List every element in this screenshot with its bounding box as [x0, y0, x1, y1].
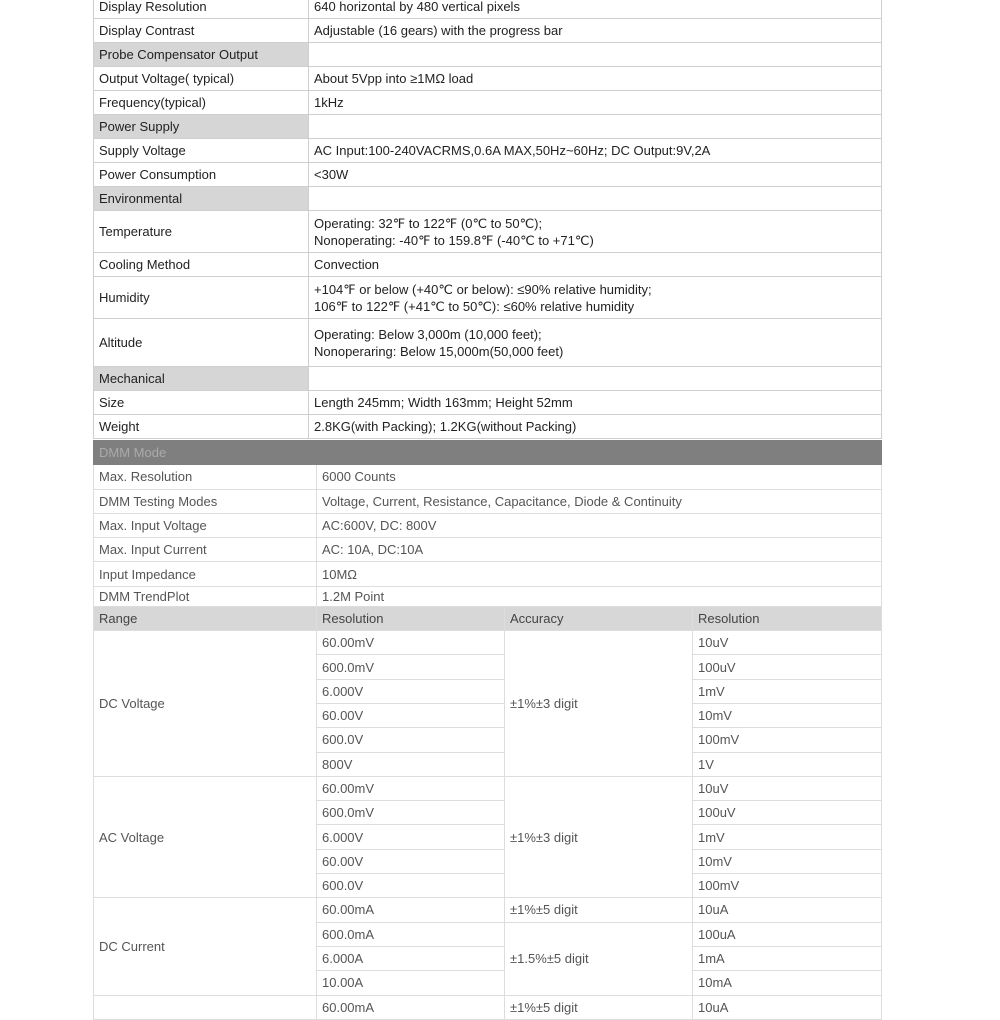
accuracy-value: ±1%±3 digit [505, 776, 693, 897]
range-row [94, 995, 882, 1019]
spec-label: Frequency(typical) [94, 91, 309, 115]
dmm-spec-value: AC: 10A, DC:10A [317, 538, 882, 562]
range-value: 10.00A [317, 971, 505, 995]
spec-value: <30W [309, 163, 882, 187]
dmm-spec-row [94, 538, 882, 562]
dmm-spec-label: Max. Resolution [94, 465, 317, 489]
spec-value [309, 319, 882, 367]
column-header: Resolution [693, 606, 882, 630]
spec-value: Convection [309, 253, 882, 277]
measurement-function: DC Voltage [94, 631, 317, 777]
resolution-value: 1mV [693, 679, 882, 703]
resolution-value: 100mV [693, 874, 882, 898]
spec-value: 1kHz [309, 91, 882, 115]
dmm-spec-row [94, 489, 882, 513]
spec-row [94, 163, 882, 187]
dmm-spec-row [94, 513, 882, 537]
accuracy-value: ±1%±3 digit [505, 631, 693, 777]
spec-row [94, 211, 882, 253]
dmm-spec-value: Voltage, Current, Resistance, Capacitance, Diode & Continuity [317, 489, 882, 513]
spec-row [94, 19, 882, 43]
range-value: 600.0V [317, 874, 505, 898]
range-value: 60.00V [317, 703, 505, 727]
accuracy-value: ±1.5%±5 digit [505, 922, 693, 995]
column-header: Range [94, 606, 317, 630]
range-value: 6.000A [317, 946, 505, 970]
spec-value-line: Nonoperaring: Below 15,000m(50,000 feet) [314, 343, 564, 359]
spec-row [94, 253, 882, 277]
spec-row [94, 91, 882, 115]
spec-label: Output Voltage( typical) [94, 67, 309, 91]
spec-table [93, 0, 882, 439]
measurement-function [94, 995, 317, 1019]
dmm-spec-value: AC:600V, DC: 800V [317, 513, 882, 537]
spec-row [94, 391, 882, 415]
dmm-table [93, 440, 882, 1020]
dmm-spec-row [94, 465, 882, 489]
dmm-spec-label: Max. Input Voltage [94, 513, 317, 537]
range-value: 60.00mV [317, 631, 505, 655]
resolution-value: 1mV [693, 825, 882, 849]
spec-value-line: Operating: 32℉ to 122℉ (0℃ to 50℃); [314, 215, 543, 231]
resolution-value: 10uA [693, 995, 882, 1019]
resolution-value: 100mV [693, 728, 882, 752]
spec-value: Adjustable (16 gears) with the progress bar [309, 19, 882, 43]
range-value: 800V [317, 752, 505, 776]
section-title: Power Supply [94, 115, 309, 139]
spec-label: Power Consumption [94, 163, 309, 187]
spec-label: Display Resolution [94, 0, 309, 19]
spec-label: Weight [94, 415, 309, 439]
spec-value [309, 43, 882, 67]
section-row [94, 187, 882, 211]
range-value: 6.000V [317, 825, 505, 849]
spec-label: Display Contrast [94, 19, 309, 43]
resolution-value: 10uA [693, 898, 882, 922]
measurement-function: AC Voltage [94, 776, 317, 897]
spec-label: Supply Voltage [94, 139, 309, 163]
dmm-spec-row [94, 586, 882, 606]
range-value: 6.000V [317, 679, 505, 703]
range-value: 600.0V [317, 728, 505, 752]
resolution-value: 1V [693, 752, 882, 776]
dmm-spec-label: DMM Testing Modes [94, 489, 317, 513]
spec-value: AC Input:100-240VACRMS,0.6A MAX,50Hz~60Hz; DC Output:9V,2A [309, 139, 882, 163]
range-value: 60.00mA [317, 995, 505, 1019]
resolution-value: 10mV [693, 849, 882, 873]
section-title: Mechanical [94, 367, 309, 391]
dmm-spec-label: Max. Input Current [94, 538, 317, 562]
range-row [94, 898, 882, 922]
range-value: 60.00V [317, 849, 505, 873]
spec-value: Length 245mm; Width 163mm; Height 52mm [309, 391, 882, 415]
spec-label: Humidity [94, 277, 309, 319]
range-value: 60.00mA [317, 898, 505, 922]
dmm-spec-label: Input Impedance [94, 562, 317, 586]
dmm-mode-title: DMM Mode [94, 441, 882, 465]
spec-value [309, 277, 882, 319]
resolution-value: 10uV [693, 776, 882, 800]
section-row [94, 367, 882, 391]
spec-value-line: Nonoperating: -40℉ to 159.8℉ (-40℃ to +71℃) [314, 232, 594, 248]
range-value: 600.0mV [317, 801, 505, 825]
resolution-value: 100uV [693, 655, 882, 679]
resolution-value: 100uA [693, 922, 882, 946]
spec-label: Cooling Method [94, 253, 309, 277]
resolution-value: 1mA [693, 946, 882, 970]
resolution-value: 10uV [693, 631, 882, 655]
measurement-function: DC Current [94, 898, 317, 995]
spec-label: Temperature [94, 211, 309, 253]
section-title: Environmental [94, 187, 309, 211]
range-value: 600.0mV [317, 655, 505, 679]
spec-value [309, 187, 882, 211]
spec-value [309, 115, 882, 139]
column-header: Accuracy [505, 606, 693, 630]
dmm-spec-value: 1.2M Point [317, 586, 882, 606]
spec-row [94, 67, 882, 91]
range-row [94, 776, 882, 800]
spec-row [94, 277, 882, 319]
resolution-value: 100uV [693, 801, 882, 825]
dmm-spec-row [94, 562, 882, 586]
dmm-spec-value: 10MΩ [317, 562, 882, 586]
spec-row [94, 139, 882, 163]
spec-value-line: 106℉ to 122℉ (+41℃ to 50℃): ≤60% relative humidity [314, 298, 635, 314]
range-row [94, 631, 882, 655]
spec-row [94, 319, 882, 367]
spec-value [309, 211, 882, 253]
range-value: 60.00mV [317, 776, 505, 800]
spec-value: About 5Vpp into ≥1MΩ load [309, 67, 882, 91]
resolution-value: 10mA [693, 971, 882, 995]
spec-value: 2.8KG(with Packing); 1.2KG(without Packing) [309, 415, 882, 439]
spec-value-line: Operating: Below 3,000m (10,000 feet); [314, 326, 542, 342]
dmm-header-row [94, 441, 882, 465]
spec-label: Altitude [94, 319, 309, 367]
range-value: 600.0mA [317, 922, 505, 946]
spec-value: 640 horizontal by 480 vertical pixels [309, 0, 882, 19]
spec-row [94, 0, 882, 19]
section-row [94, 43, 882, 67]
resolution-value: 10mV [693, 703, 882, 727]
column-header: Resolution [317, 606, 505, 630]
dmm-spec-value: 6000 Counts [317, 465, 882, 489]
range-header-row [94, 606, 882, 630]
accuracy-value: ±1%±5 digit [505, 898, 693, 922]
spec-row [94, 415, 882, 439]
spec-value [309, 367, 882, 391]
spec-value-line: +104℉ or below (+40℃ or below): ≤90% relative humidity; [314, 281, 652, 297]
spec-label: Size [94, 391, 309, 415]
section-title: Probe Compensator Output [94, 43, 309, 67]
section-row [94, 115, 882, 139]
accuracy-value: ±1%±5 digit [505, 995, 693, 1019]
dmm-spec-label: DMM TrendPlot [94, 586, 317, 606]
